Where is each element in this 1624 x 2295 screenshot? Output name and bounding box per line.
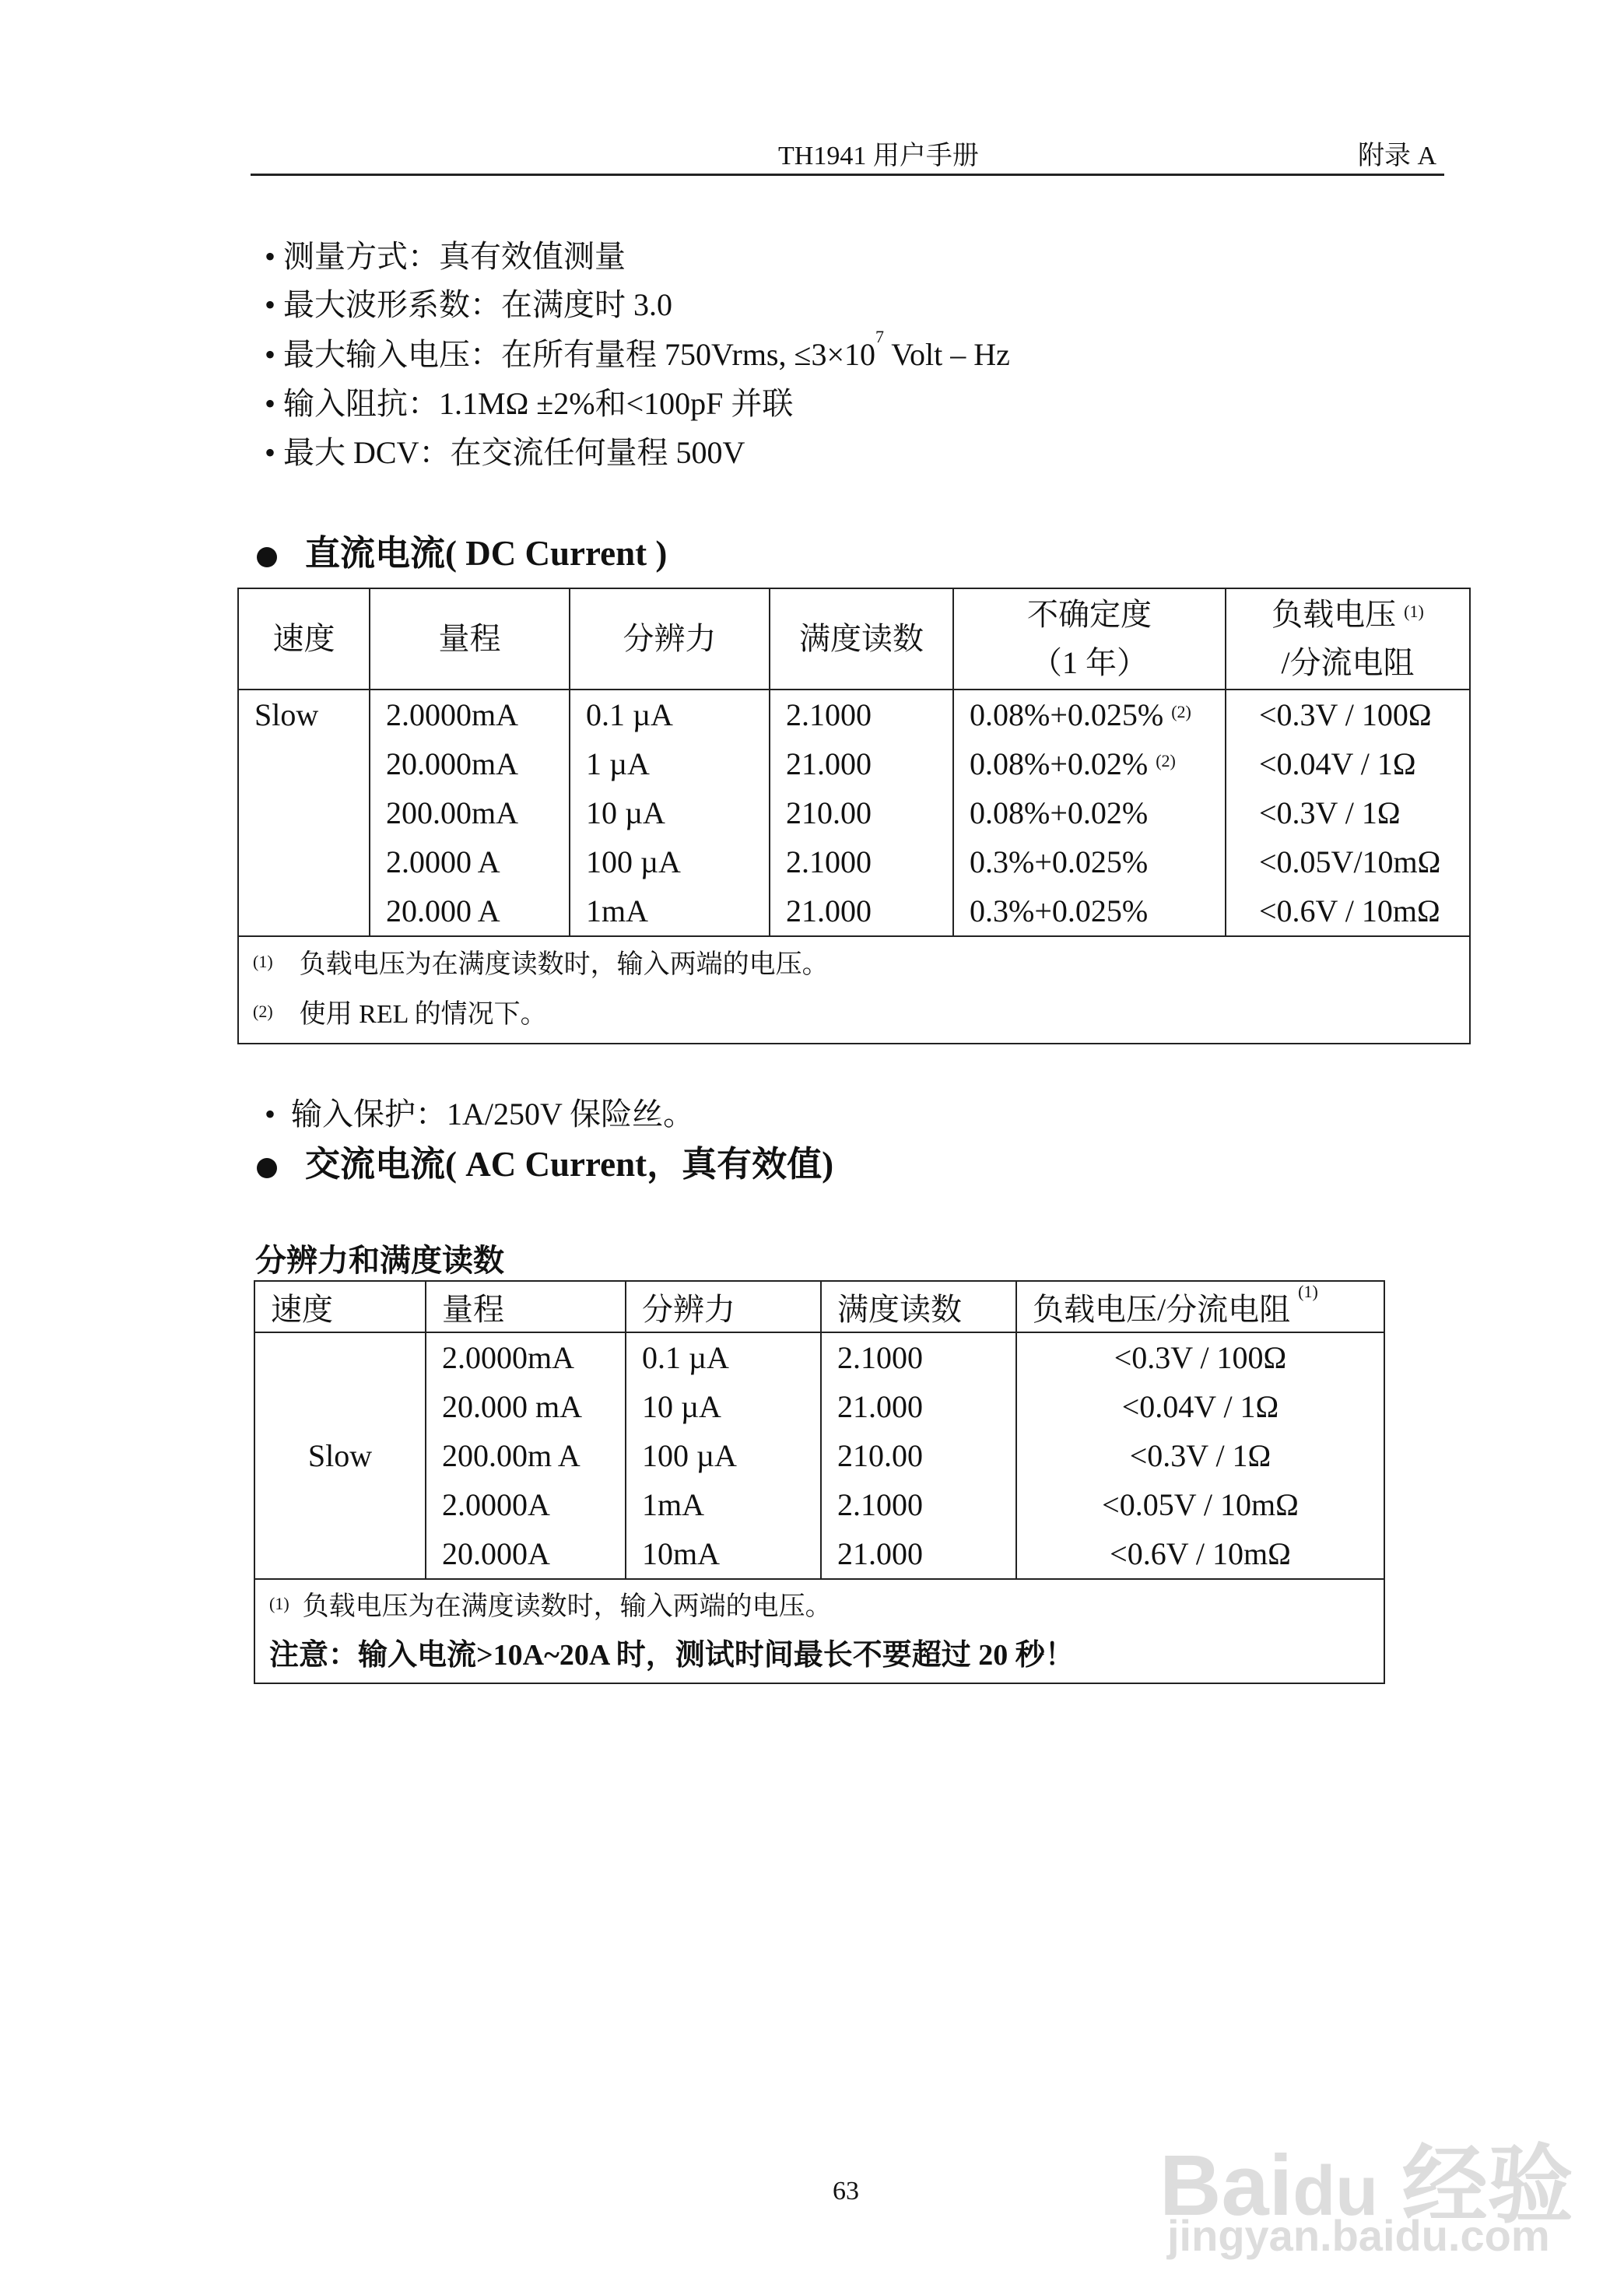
footnote: $^{(2)}$ 使用 REL 的情况下。	[253, 1000, 547, 1029]
header-title: TH1941 用户手册	[778, 142, 979, 170]
col-header: 负载电压 $^{(1)}$ /分流电阻	[1226, 588, 1470, 690]
bullet-item: • 最大波形系数：在满度时 3.0	[265, 287, 673, 322]
col-header: 分辨力	[570, 588, 770, 690]
table-header-row	[254, 1281, 1384, 1332]
table-header-row	[238, 588, 1470, 690]
warning-note: 注意：输入电流>10A~20A 时，测试时间最长不要超过 20 秒！	[269, 1639, 1075, 1672]
col-header: 量程	[370, 588, 570, 690]
bullet-dot-icon	[257, 1158, 277, 1178]
protection-bullet: • 输入保护：1A/250V 保险丝。	[265, 1097, 695, 1132]
ac-subtitle: 分辨力和满度读数	[255, 1243, 504, 1278]
col-header: 负载电压/分流电阻 $^{(1)}$	[1016, 1281, 1384, 1332]
bullet-dot-icon	[257, 547, 277, 567]
footnote-row	[254, 1579, 1384, 1683]
dc-heading: 直流电流( DC Current )	[257, 525, 667, 575]
footnote-row	[238, 936, 1470, 1044]
col-header: 量程	[426, 1281, 626, 1332]
dc-current-table	[237, 588, 1471, 1044]
col-header: 速度	[254, 1281, 426, 1332]
col-header: 速度	[238, 588, 370, 690]
ac-heading: 交流电流( AC Current，真有效值)	[257, 1135, 833, 1186]
col-header: 满度读数	[821, 1281, 1016, 1332]
watermark-url: jingyan.baidu.com	[1167, 2211, 1550, 2260]
col-header: 分辨力	[626, 1281, 821, 1332]
page-number: 63	[833, 2177, 859, 2206]
bullet-item: • 最大输入电压：在所有量程 750Vrms, $\le 3\times 10^7$ Volt – Hz	[265, 327, 1010, 372]
ac-current-table	[254, 1280, 1385, 1684]
header-section: 附录 A	[1358, 142, 1437, 170]
table-row: Slow 2.0000mA 20.000mA 200.00mA 2.0000 A 20.000 A 0.1 µA 1 µA 10 µA 100 µA 1mA 2.1000 21.000 210.00 2.1000 21.000 0.08%+0.025% $^{(2)}$ 0.08%+0.02% $^{(2)}$ 0.08%+0.02% 0.3%+0.025% 0.3%+0.025% <0.3V / 100Ω <0.04V / 1Ω <0.3V / 1Ω <0.05V/10mΩ <0.6V / 10mΩ	[238, 690, 1470, 936]
bullet-item: • 测量方式：真有效值测量	[265, 239, 626, 274]
col-header: 不确定度 （1 年）	[953, 588, 1226, 690]
baidu-watermark-logo: Baidu 经验	[1159, 2138, 1573, 2234]
bullet-item: • 最大 DCV：在交流任何量程 500V	[265, 435, 745, 470]
header-rule	[251, 174, 1444, 176]
col-header: 满度读数	[770, 588, 953, 690]
footnote: $^{(1)}$ 负载电压为在满度读数时，输入两端的电压。	[253, 950, 829, 979]
footnote: $^{(1)}$ 负载电压为在满度读数时，输入两端的电压。	[269, 1592, 832, 1621]
table-row: Slow 2.0000mA 20.000 mA 200.00m A 2.0000A 20.000A 0.1 µA 10 µA 100 µA 1mA 10mA 2.1000 21.000 210.00 2.1000 21.000 <0.3V / 100Ω <0.04V / 1Ω <0.3V / 1Ω <0.05V / 10mΩ <0.6V / 10mΩ	[254, 1332, 1384, 1579]
bullet-item: • 输入阻抗：1.1MΩ ±2%和<100pF 并联	[265, 386, 794, 421]
